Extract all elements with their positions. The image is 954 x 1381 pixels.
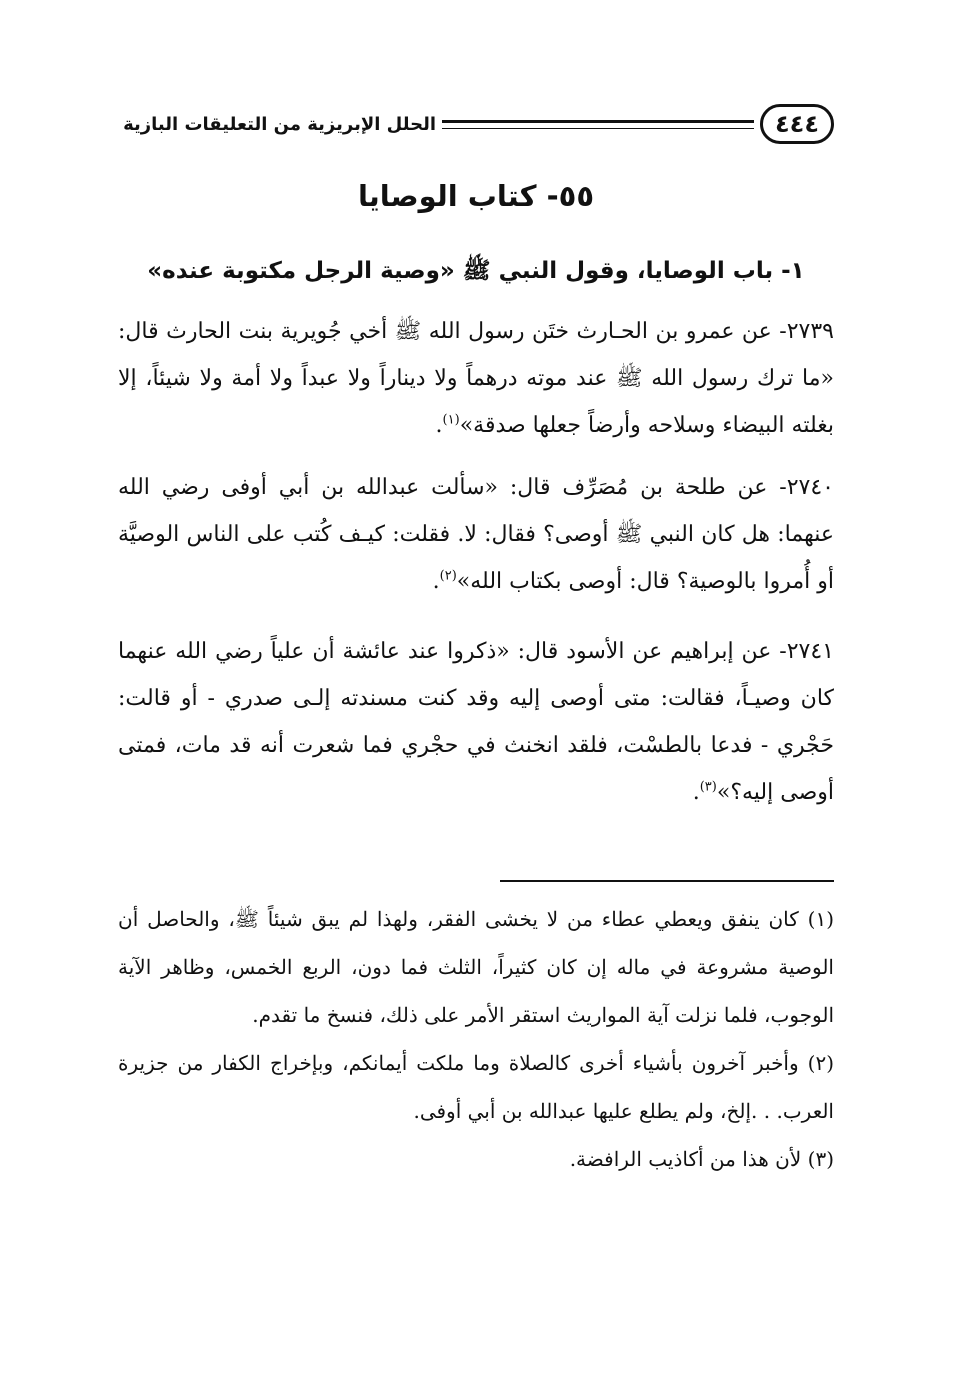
- hadith-paragraph: [118, 464, 834, 605]
- sentence-end: .: [692, 780, 700, 805]
- page-number: ٤٤٤: [760, 104, 834, 144]
- footnote-separator: [500, 880, 834, 882]
- footnote-1: (١) كان ينفق ويعطي عطاء من لا يخشى الفقر، ولهذا لم يبق شيئاً ﷺ، والحاصل أن الوصية مشروعة في ماله إن كان كثيراً، الثلث فما دون، الربع الخمس، وظاهر الآية الوجوب، فلما نزلت آية المواريث استقر الأمر على ذلك، فنسخ ما تقدم.: [118, 907, 834, 1027]
- footnote-2: (٢) وأخبر آخرون بأشياء أخرى كالصلاة وما ملكت أيمانكم، وبإخراج الكفار من جزيرة العرب. . .إلخ، ولم يطلع عليها عبدالله بن أبي أوفى.: [118, 1051, 834, 1123]
- hadith-text: ٢٧٣٩- عن عمرو بن الحـارث ختَن رسول الله ﷺ أخي جُويرية بنت الحارث قال: «ما ترك رسول الله ﷺ عند موته درهماً ولا ديناراً ولا عبداً ولا أمة ولا شيئاً، إلا بغلته البيضاء وسلاحه وأرضاً جعلها صدقة»: [118, 319, 834, 438]
- book-title: ٥٥- كتاب الوصايا: [357, 179, 595, 213]
- hadith-text: ٢٧٤١- عن إبراهيم عن الأسود قال: «ذكروا عند عائشة أن علياً رضي الله عنهما كان وصيـاً، فقالت: متى أوصى إليه وقد كنت مسندته إلـى صدري - أو قالت: حَجْري - فدعا بالطسْت، فلقد انخنث في حجْري فما شعرت أنه قد مات، فمتى أوصى إليه؟»: [118, 639, 834, 805]
- hadith-paragraph: [118, 308, 834, 449]
- header-rule: [442, 120, 754, 129]
- footnotes: [118, 895, 834, 1183]
- running-title: الحلل الإبريزية من التعليقات البازية: [123, 113, 436, 135]
- footnote-3: (٣) لأن هذا من أكاذيب الرافضة.: [569, 1147, 834, 1171]
- footnote-reference: (٣): [699, 779, 717, 795]
- chapter-title: ١- باب الوصايا، وقول النبي ﷺ «وصية الرجل مكتوبة عنده»: [147, 258, 805, 284]
- hadith-text: ٢٧٤٠- عن طلحة بن مُصَرِّف قال: «سألت عبدالله بن أبي أوفى رضي الله عنهما: هل كان النبي ﷺ أوصى؟ فقال: لا. فقلت: كيـف كُتب على الناس الوصيَّة أو أُمروا بالوصية؟ قال: أوصى بكتاب الله»: [118, 475, 834, 594]
- sentence-end: .: [435, 413, 443, 438]
- hadith-paragraph: [118, 628, 834, 816]
- running-header: [118, 96, 834, 152]
- footnote-reference: (١): [442, 412, 460, 428]
- footnote-reference: (٢): [439, 568, 457, 584]
- sentence-end: .: [432, 569, 440, 594]
